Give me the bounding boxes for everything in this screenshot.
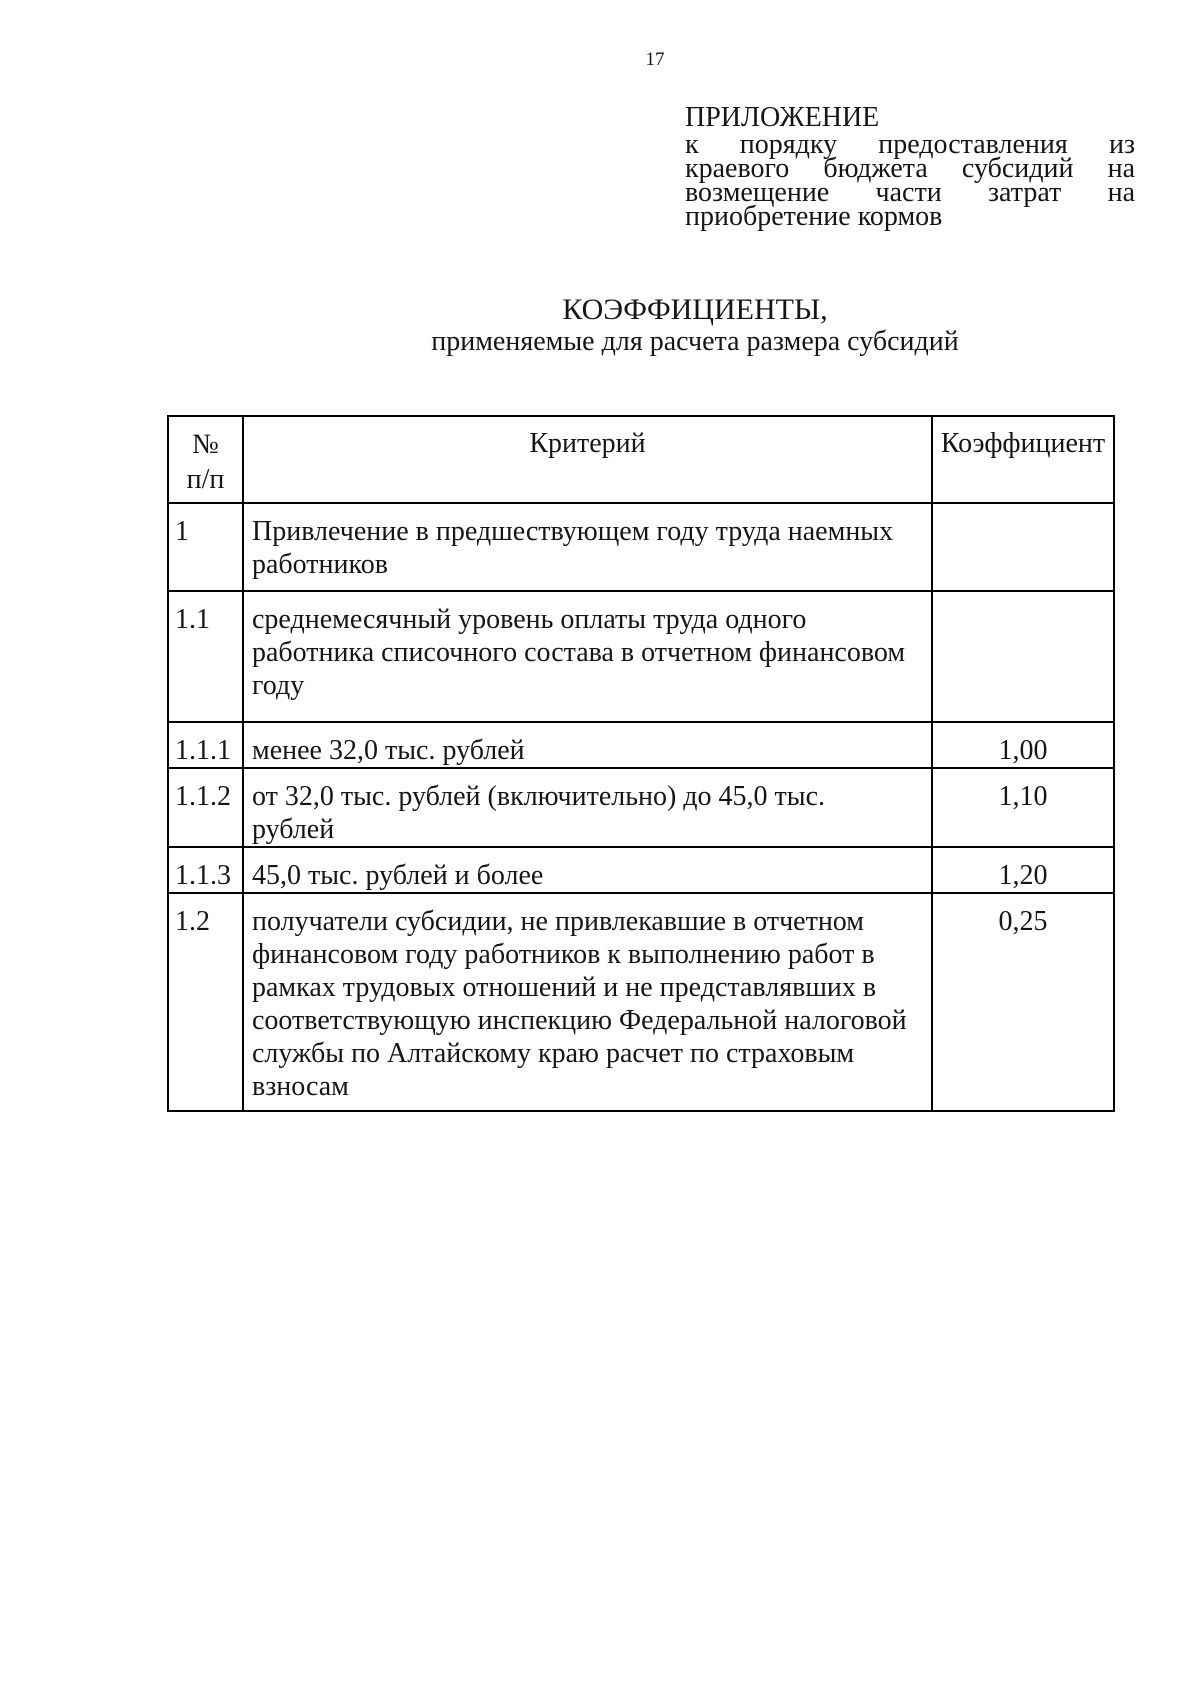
table-row [168, 893, 1114, 1111]
table-row [168, 768, 1114, 847]
table-row [168, 591, 1114, 722]
number-abbr: п/п [186, 464, 225, 495]
row-coefficient-cell: 0,25 [932, 893, 1114, 1111]
header-number-cell [168, 416, 243, 503]
row-criterion-cell: среднемесячный уровень оплаты труда одного работника списочного состава в отчетном финансовом году [243, 591, 932, 722]
row-coefficient-cell [932, 503, 1114, 591]
row-criterion-cell: Привлечение в предшествующем году труда наемных работников [243, 503, 932, 591]
table-header-row [168, 416, 1114, 503]
row-number-cell: 1.1.2 [168, 768, 243, 847]
title-block [395, 293, 995, 357]
row-number-cell: 1 [168, 503, 243, 591]
row-number-cell: 1.1.3 [168, 847, 243, 893]
appendix-line: приобретение кормов [685, 201, 943, 232]
document-subtitle: применяемые для расчета размера субсидий [431, 326, 959, 357]
row-number-cell: 1.1 [168, 591, 243, 722]
number-sign: № [192, 429, 219, 460]
row-coefficient-cell [932, 591, 1114, 722]
appendix-line: возмещение части затрат на [685, 177, 1135, 208]
row-criterion-cell: от 32,0 тыс. рублей (включительно) до 45,0 тыс. рублей [243, 768, 932, 847]
coefficients-table [167, 415, 1115, 1112]
page-number: 17 [645, 49, 665, 70]
row-number-cell: 1.2 [168, 893, 243, 1111]
appendix-block [685, 102, 1135, 232]
row-criterion-cell: получатели субсидии, не привлекавшие в отчетном финансовом году работников к выполнению работ в рамках трудовых отношений и не представлявших в соответствующую инспекцию Федеральной налоговой службы по Алтайскому краю расчет по страховым взносам [243, 893, 932, 1111]
row-criterion-cell: менее 32,0 тыс. рублей [243, 722, 932, 768]
row-coefficient-cell: 1,20 [932, 847, 1114, 893]
table-row [168, 503, 1114, 591]
header-coefficient-cell: Коэффициент [932, 416, 1114, 503]
document-title: КОЭФФИЦИЕНТЫ, [562, 293, 828, 326]
appendix-line: к порядку предоставления из [685, 129, 1135, 160]
row-coefficient-cell: 1,00 [932, 722, 1114, 768]
row-criterion-cell: 45,0 тыс. рублей и более [243, 847, 932, 893]
row-coefficient-cell: 1,10 [932, 768, 1114, 847]
appendix-line: краевого бюджета субсидий на [685, 153, 1135, 184]
row-number-cell: 1.1.1 [168, 722, 243, 768]
table-row [168, 722, 1114, 768]
table-row [168, 847, 1114, 893]
appendix-heading: ПРИЛОЖЕНИЕ [685, 102, 880, 133]
header-criterion-cell: Критерий [243, 416, 932, 503]
